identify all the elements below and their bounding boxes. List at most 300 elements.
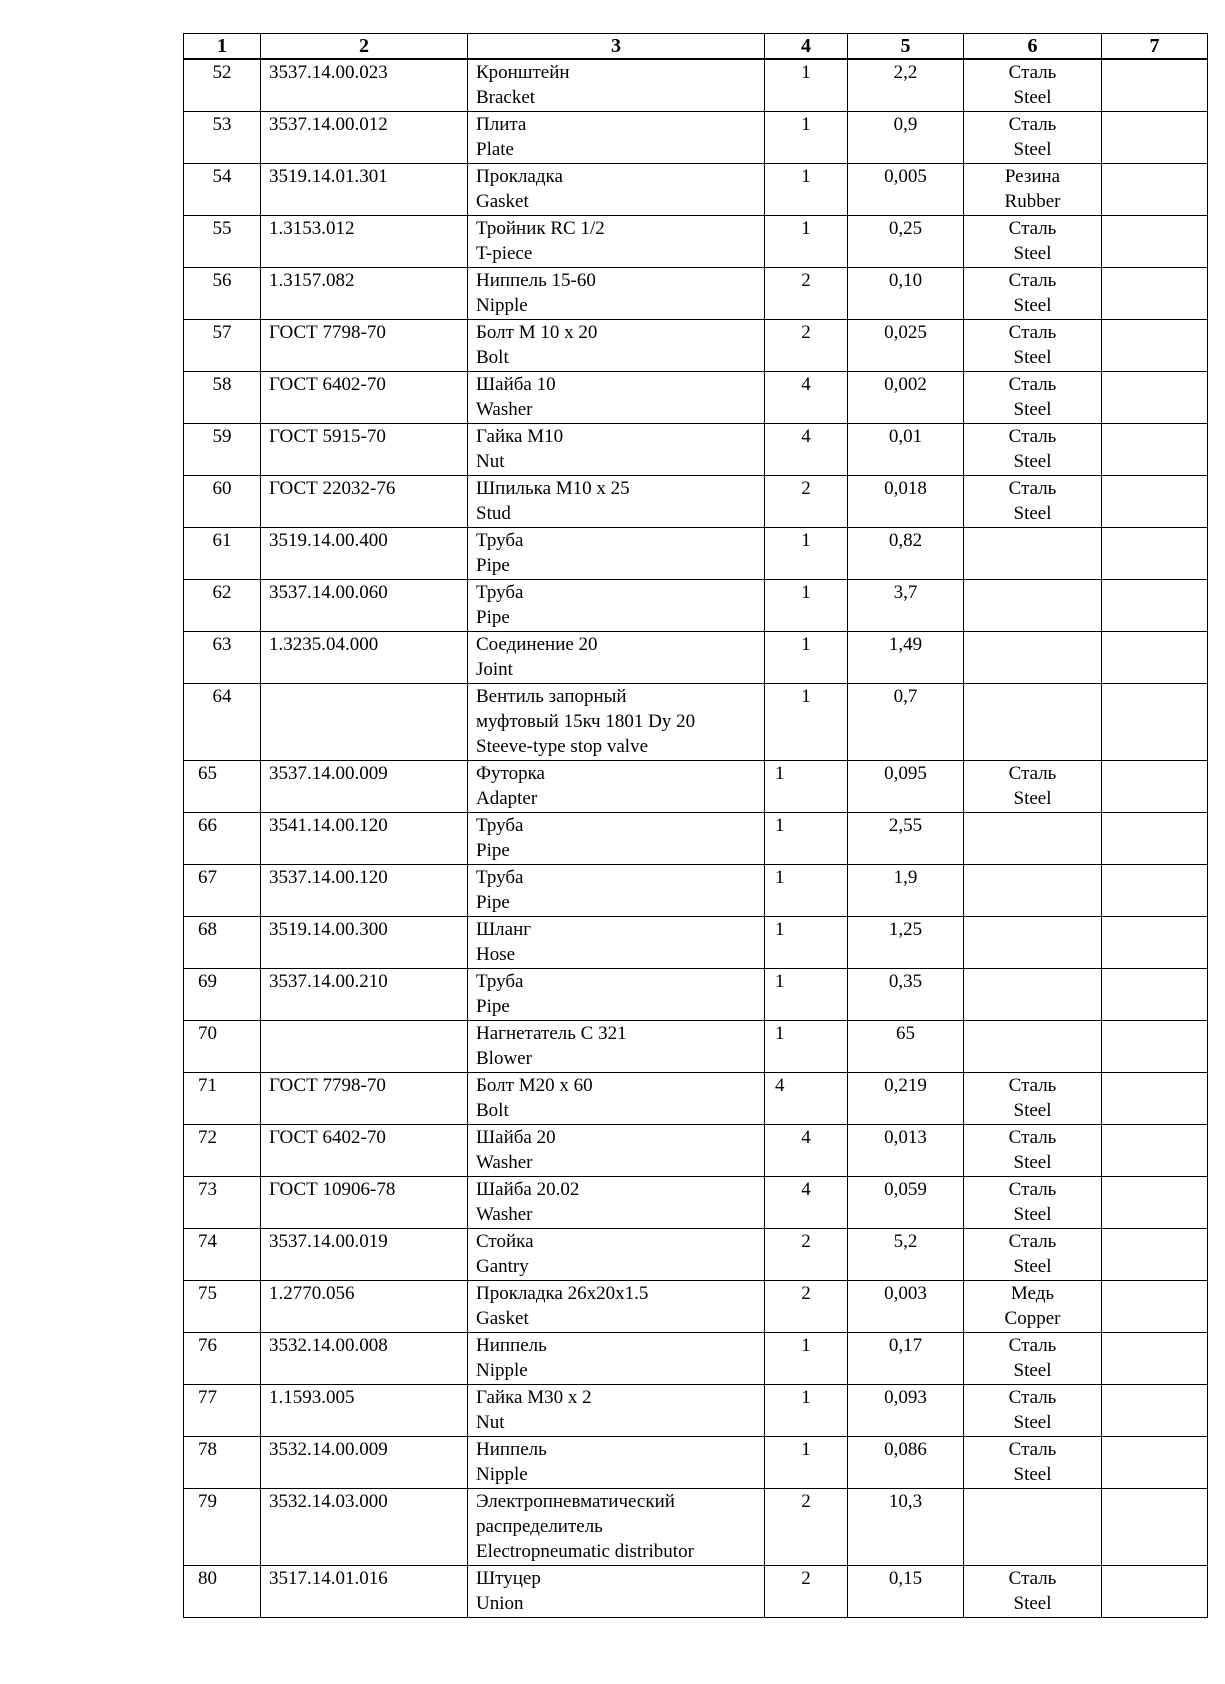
header-col-4: 4 [765,34,848,60]
material-cell [964,916,1102,968]
position-number: 63 [212,633,232,655]
name-cell [468,319,765,371]
mass-value: 1,9 [893,866,918,888]
position-number: 73 [198,1178,217,1200]
quantity-value: 1 [801,529,811,551]
name-line: Nipple [476,294,528,316]
mass-cell [848,1072,964,1124]
designation-cell [261,683,468,760]
mass-value: 0,15 [888,1567,923,1589]
position-cell [184,760,261,812]
quantity-value: 1 [801,165,811,187]
material-line: Steel [1013,1255,1052,1277]
mass-cell [848,864,964,916]
designation-code: 3537.14.00.019 [269,1230,388,1252]
material-line: Сталь [1008,269,1057,291]
quantity-cell [765,864,848,916]
position-number: 53 [212,113,232,135]
material-cell [964,683,1102,760]
name-line: Прокладка [476,165,563,187]
material-line: Steel [1013,1203,1052,1225]
position-cell [184,916,261,968]
table-row [184,1488,1208,1565]
position-cell [184,1020,261,1072]
name-cell [468,1072,765,1124]
note-cell [1102,527,1208,579]
mass-value: 0,10 [888,269,923,291]
material-line: Сталь [1008,477,1057,499]
quantity-value: 4 [801,1178,811,1200]
designation-cell [261,1020,468,1072]
designation-cell [261,916,468,968]
quantity-cell [765,1384,848,1436]
position-cell [184,1228,261,1280]
mass-cell [848,683,964,760]
name-cell [468,59,765,111]
material-line: Steel [1013,346,1052,368]
table-row [184,1020,1208,1072]
material-line: Сталь [1008,1126,1057,1148]
mass-value: 0,086 [884,1438,927,1460]
position-cell [184,631,261,683]
name-line: Nipple [476,1463,528,1485]
position-cell [184,215,261,267]
position-cell [184,1280,261,1332]
mass-value: 0,018 [884,477,927,499]
name-cell [468,1436,765,1488]
mass-cell [848,1124,964,1176]
material-cell [964,631,1102,683]
designation-cell [261,267,468,319]
material-line: Сталь [1008,1074,1057,1096]
quantity-cell [765,1176,848,1228]
quantity-cell [765,423,848,475]
name-line: Gasket [476,190,529,212]
name-line: Электропневматический [476,1490,675,1512]
material-line: Сталь [1008,62,1057,83]
name-line: Гайка М30 х 2 [476,1386,592,1408]
header-col-1: 1 [184,34,261,60]
quantity-value: 1 [801,1438,811,1460]
mass-value: 0,003 [884,1282,927,1304]
position-number: 68 [198,918,217,940]
quantity-value: 2 [801,321,811,343]
position-number: 70 [198,1022,217,1044]
table-row [184,864,1208,916]
position-cell [184,527,261,579]
mass-cell [848,1280,964,1332]
position-number: 52 [212,62,232,83]
designation-code: ГОСТ 7798-70 [269,1074,386,1096]
table-row [184,1176,1208,1228]
position-number: 62 [212,581,232,603]
header-col-7: 7 [1102,34,1208,60]
designation-code: 1.1593.005 [269,1386,355,1408]
designation-cell [261,631,468,683]
position-number: 75 [198,1282,217,1304]
material-cell [964,760,1102,812]
quantity-value: 1 [801,217,811,239]
name-cell [468,579,765,631]
table-row [184,1565,1208,1617]
position-number: 55 [212,217,232,239]
name-line: Ниппель 15-60 [476,269,596,291]
quantity-cell [765,59,848,111]
name-line: Gasket [476,1307,529,1329]
position-number: 59 [212,425,232,447]
material-line: Сталь [1008,762,1057,784]
quantity-value: 1 [775,814,785,836]
header-col-2: 2 [261,34,468,60]
name-line: T-piece [476,242,533,264]
note-cell [1102,1124,1208,1176]
position-cell [184,423,261,475]
header-row [184,34,1208,60]
designation-cell [261,527,468,579]
mass-value: 10,3 [888,1490,923,1512]
mass-value: 0,025 [884,321,927,343]
material-line: Сталь [1008,1230,1057,1252]
material-line: Steel [1013,450,1052,472]
material-line: Steel [1013,1151,1052,1173]
name-line: Труба [476,529,524,551]
name-line: Тройник RC 1/2 [476,217,605,239]
mass-value: 0,059 [884,1178,927,1200]
table-row [184,163,1208,215]
name-cell [468,812,765,864]
table-row [184,1384,1208,1436]
material-cell [964,1332,1102,1384]
material-cell [964,1072,1102,1124]
name-line: Gantry [476,1255,529,1277]
quantity-cell [765,1280,848,1332]
name-line: Болт М20 х 60 [476,1074,593,1096]
designation-code: 1.3235.04.000 [269,633,379,655]
mass-value: 0,82 [888,529,923,551]
position-cell [184,475,261,527]
note-cell [1102,1488,1208,1565]
name-line: Плита [476,113,527,135]
material-cell [964,812,1102,864]
name-line: Труба [476,814,524,836]
quantity-cell [765,916,848,968]
table-row [184,59,1208,111]
table-row [184,215,1208,267]
name-line: Шайба 20.02 [476,1178,580,1200]
material-cell [964,1176,1102,1228]
name-line: Труба [476,970,524,992]
designation-code: 3532.14.00.009 [269,1438,388,1460]
position-number: 69 [198,970,217,992]
position-number: 61 [212,529,232,551]
mass-cell [848,631,964,683]
material-line: Steel [1013,398,1052,420]
table-row [184,1228,1208,1280]
designation-cell [261,1565,468,1617]
table-row [184,1332,1208,1384]
name-line: Вентиль запорный [476,685,627,707]
parts-list-page [183,33,1207,1618]
position-cell [184,864,261,916]
material-line: Steel [1013,1359,1052,1381]
note-cell [1102,1020,1208,1072]
designation-cell [261,475,468,527]
quantity-cell [765,215,848,267]
table-row [184,968,1208,1020]
mass-cell [848,1436,964,1488]
name-line: Washer [476,1151,533,1173]
designation-cell [261,579,468,631]
position-cell [184,1565,261,1617]
name-line: Nut [476,450,505,472]
quantity-cell [765,111,848,163]
material-cell [964,111,1102,163]
position-number: 67 [198,866,217,888]
material-line: Steel [1013,1099,1052,1121]
mass-value: 1,49 [888,633,923,655]
name-line: Pipe [476,606,510,628]
material-cell [964,968,1102,1020]
designation-cell [261,1436,468,1488]
name-line: Bolt [476,1099,509,1121]
position-number: 56 [212,269,232,291]
quantity-cell [765,475,848,527]
note-cell [1102,1176,1208,1228]
name-cell [468,1332,765,1384]
mass-value: 5,2 [893,1230,918,1252]
position-cell [184,1124,261,1176]
table-row [184,371,1208,423]
designation-code: ГОСТ 6402-70 [269,1126,386,1148]
material-cell [964,1228,1102,1280]
mass-cell [848,215,964,267]
quantity-cell [765,1072,848,1124]
material-line: Steel [1013,1411,1052,1433]
mass-value: 1,25 [888,918,923,940]
note-cell [1102,968,1208,1020]
name-line: Blower [476,1047,532,1069]
name-cell [468,527,765,579]
designation-code: ГОСТ 5915-70 [269,425,386,447]
quantity-value: 1 [775,970,785,992]
designation-cell [261,760,468,812]
designation-code: 3519.14.00.300 [269,918,388,940]
note-cell [1102,475,1208,527]
mass-value: 0,01 [888,425,923,447]
quantity-value: 1 [801,685,811,707]
mass-cell [848,423,964,475]
name-cell [468,371,765,423]
mass-cell [848,1020,964,1072]
table-row [184,579,1208,631]
designation-cell [261,1280,468,1332]
material-line: Сталь [1008,217,1057,239]
position-number: 60 [212,477,232,499]
name-cell [468,760,765,812]
mass-cell [848,812,964,864]
name-line: распределитель [476,1515,603,1537]
position-cell [184,1176,261,1228]
note-cell [1102,864,1208,916]
position-number: 57 [212,321,232,343]
name-line: Adapter [476,787,538,809]
position-cell [184,1488,261,1565]
material-cell [964,579,1102,631]
mass-value: 2,2 [893,62,918,83]
position-cell [184,319,261,371]
table-body [184,59,1208,1617]
header-col-5: 5 [848,34,964,60]
name-line: Washer [476,1203,533,1225]
name-cell [468,631,765,683]
note-cell [1102,1280,1208,1332]
note-cell [1102,423,1208,475]
position-number: 66 [198,814,217,836]
name-cell [468,916,765,968]
quantity-cell [765,319,848,371]
material-line: Steel [1013,1592,1052,1614]
designation-cell [261,968,468,1020]
note-cell [1102,1072,1208,1124]
material-cell [964,163,1102,215]
name-line: Stud [476,502,511,524]
quantity-value: 4 [801,425,811,447]
note-cell [1102,812,1208,864]
table-row [184,1280,1208,1332]
mass-cell [848,1565,964,1617]
quantity-value: 4 [775,1074,785,1096]
quantity-value: 1 [775,918,785,940]
material-line: Сталь [1008,1178,1057,1200]
name-cell [468,475,765,527]
mass-value: 0,25 [888,217,923,239]
quantity-cell [765,1436,848,1488]
quantity-value: 1 [801,1386,811,1408]
name-line: Стойка [476,1230,534,1252]
material-cell [964,1280,1102,1332]
material-cell [964,475,1102,527]
position-number: 58 [212,373,232,395]
material-cell [964,319,1102,371]
material-line: Steel [1013,294,1052,316]
mass-value: 65 [896,1022,915,1044]
designation-code: ГОСТ 6402-70 [269,373,386,395]
name-cell [468,1280,765,1332]
table-row [184,527,1208,579]
designation-cell [261,319,468,371]
note-cell [1102,683,1208,760]
table-row [184,1072,1208,1124]
position-number: 74 [198,1230,217,1252]
table-row [184,267,1208,319]
designation-cell [261,812,468,864]
note-cell [1102,163,1208,215]
material-line: Steel [1013,787,1052,809]
name-line: Electropneumatic distributor [476,1540,694,1562]
designation-code: 3519.14.00.400 [269,529,388,551]
designation-code: 1.3153.012 [269,217,355,239]
name-cell [468,1565,765,1617]
quantity-value: 1 [775,866,785,888]
name-line: Bracket [476,87,536,108]
mass-value: 3,7 [893,581,918,603]
note-cell [1102,579,1208,631]
note-cell [1102,631,1208,683]
name-line: Труба [476,581,524,603]
material-cell [964,527,1102,579]
note-cell [1102,1565,1208,1617]
name-line: Соединение 20 [476,633,598,655]
material-line: Медь [1010,1282,1055,1304]
position-number: 71 [198,1074,217,1096]
name-line: Прокладка 26x20x1.5 [476,1282,649,1304]
material-cell [964,1124,1102,1176]
material-line: Сталь [1008,1334,1057,1356]
position-number: 78 [198,1438,217,1460]
quantity-value: 4 [801,1126,811,1148]
quantity-cell [765,1228,848,1280]
quantity-cell [765,683,848,760]
position-cell [184,371,261,423]
designation-cell [261,1176,468,1228]
designation-code: 3537.14.00.120 [269,866,388,888]
quantity-cell [765,631,848,683]
quantity-cell [765,579,848,631]
mass-cell [848,1488,964,1565]
mass-cell [848,916,964,968]
name-line: Шланг [476,918,532,940]
quantity-value: 2 [801,1282,811,1304]
mass-value: 0,7 [893,685,918,707]
name-cell [468,1488,765,1565]
designation-cell [261,1228,468,1280]
mass-value: 0,002 [884,373,927,395]
quantity-value: 2 [801,269,811,291]
position-number: 72 [198,1126,217,1148]
quantity-cell [765,1124,848,1176]
mass-value: 0,9 [893,113,918,135]
quantity-value: 2 [801,477,811,499]
quantity-value: 1 [775,762,785,784]
quantity-cell [765,760,848,812]
quantity-value: 4 [801,373,811,395]
designation-code: ГОСТ 7798-70 [269,321,386,343]
mass-value: 0,35 [888,970,923,992]
material-line: Rubber [1004,190,1061,212]
position-cell [184,267,261,319]
name-cell [468,423,765,475]
material-cell [964,1384,1102,1436]
name-line: Steeve-type stop valve [476,735,649,757]
name-line: Штуцер [476,1567,541,1589]
name-cell [468,111,765,163]
mass-value: 0,219 [884,1074,927,1096]
material-line: Steel [1013,138,1052,160]
mass-value: 2,55 [888,814,923,836]
name-line: Труба [476,866,524,888]
table-row [184,1436,1208,1488]
position-cell [184,1332,261,1384]
quantity-cell [765,163,848,215]
name-cell [468,1020,765,1072]
position-number: 79 [198,1490,217,1512]
note-cell [1102,371,1208,423]
table-row [184,319,1208,371]
name-line: Шпилька М10 х 25 [476,477,630,499]
name-line: Pipe [476,839,510,861]
name-cell [468,864,765,916]
mass-cell [848,527,964,579]
